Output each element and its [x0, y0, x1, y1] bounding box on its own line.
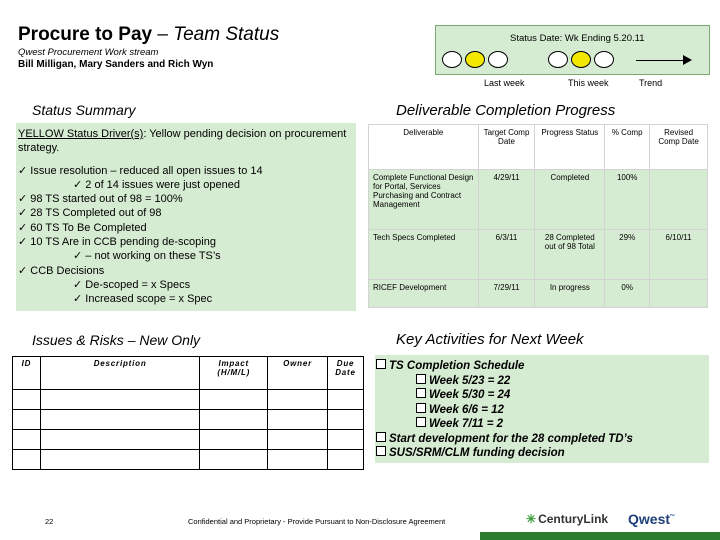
table-cell: 6/3/11	[478, 230, 535, 280]
col-header: ID	[13, 357, 41, 390]
table-cell: Tech Specs Completed	[369, 230, 479, 280]
summary-line: ✓ 98 TS started out of 98 = 100%	[18, 193, 183, 206]
deliverables-table	[368, 124, 708, 308]
centurylink-logo: ✳ CenturyLink	[526, 512, 609, 526]
summary-line: ✓ Issue resolution – reduced all open issues to 14	[18, 164, 263, 177]
green-light-icon	[488, 51, 508, 68]
summary-line: ✓ 2 of 14 issues were just opened	[73, 178, 240, 191]
table-cell: 28 Completed out of 98 Total	[535, 230, 605, 280]
col-header: Impact (H/M/L)	[200, 357, 268, 390]
table-cell: 100%	[605, 170, 650, 230]
footer-accent-bar	[480, 532, 720, 540]
yellow-light-icon	[465, 51, 485, 68]
workstream-label: Qwest Procurement Work stream	[18, 47, 159, 58]
last-week-label: Last week	[484, 78, 525, 88]
col-header: % Comp	[605, 125, 650, 170]
trend-arrow-icon	[636, 60, 686, 61]
swoosh-icon: ˜	[670, 511, 675, 527]
issues-table	[12, 356, 364, 470]
status-driver	[18, 127, 354, 156]
table-cell: 29%	[605, 230, 650, 280]
table-cell: In progress	[535, 280, 605, 308]
list-item: Week 5/23 = 22	[376, 374, 710, 389]
summary-line: ✓ Increased scope = x Spec	[73, 293, 213, 306]
status-summary-text	[18, 127, 354, 307]
activities-heading: Key Activities for Next Week	[396, 331, 584, 348]
summary-line: ✓ – not working on these TS’s	[73, 250, 221, 263]
table-cell	[650, 170, 708, 230]
checkbox-icon	[416, 388, 426, 398]
checkbox-icon	[376, 359, 386, 369]
col-header: Owner	[268, 357, 328, 390]
checkbox-icon	[416, 374, 426, 384]
list-item: Week 7/11 = 2	[376, 417, 710, 432]
deliverables-header-row	[369, 125, 708, 170]
list-item: TS Completion Schedule	[376, 359, 710, 374]
summary-line: ✓ De-scoped = x Specs	[73, 278, 191, 291]
table-cell: Complete Functional Design for Portal, Services Purchasing and Contract Management	[369, 170, 479, 230]
last-week-traffic-light	[442, 51, 528, 69]
title-bold: Procure to Pay	[18, 24, 153, 45]
this-week-label: This week	[568, 78, 609, 88]
col-header: Progress Status	[535, 125, 605, 170]
issues-header-row	[13, 357, 364, 390]
list-item: Start development for the 28 completed TD’s	[376, 432, 710, 447]
page-title	[18, 24, 279, 46]
col-header: Description	[40, 357, 199, 390]
summary-line: ✓ 10 TS Are in CCB pending de-scoping	[18, 236, 216, 249]
red-light-icon	[442, 51, 462, 68]
page-number: 22	[45, 517, 54, 526]
table-row	[369, 280, 708, 308]
title-subtitle: – Team Status	[152, 24, 280, 45]
table-cell: Completed	[535, 170, 605, 230]
yellow-light-icon	[571, 51, 591, 68]
list-item: Week 6/6 = 12	[376, 403, 710, 418]
trend-arrow-head-icon	[683, 55, 692, 65]
confidential-notice: Confidential and Proprietary - Provide Pursuant to Non-Disclosure Agreement	[188, 517, 446, 526]
list-item: SUS/SRM/CLM funding decision	[376, 446, 710, 461]
checkbox-icon	[416, 417, 426, 427]
col-header: Due Date	[328, 357, 364, 390]
summary-line: ✓ 28 TS Completed out of 98	[18, 207, 162, 220]
table-row	[13, 430, 364, 450]
table-cell: 4/29/11	[478, 170, 535, 230]
red-light-icon	[548, 51, 568, 68]
status-date: Status Date: Wk Ending 5.20.11	[510, 33, 645, 44]
checkbox-icon	[376, 446, 386, 456]
table-cell: RICEF Development	[369, 280, 479, 308]
this-week-traffic-light	[548, 51, 634, 69]
issues-heading: Issues & Risks – New Only	[32, 332, 201, 348]
list-item: Week 5/30 = 24	[376, 388, 710, 403]
table-row	[369, 230, 708, 280]
qwest-logo: Qwest˜	[628, 511, 675, 527]
centurylink-mark-icon: ✳	[526, 512, 537, 526]
activities-list	[376, 359, 710, 461]
status-summary-heading: Status Summary	[32, 102, 136, 118]
table-cell: 6/10/11	[650, 230, 708, 280]
summary-line: ✓ CCB Decisions	[18, 264, 105, 277]
table-cell: 0%	[605, 280, 650, 308]
col-header: Deliverable	[369, 125, 479, 170]
table-cell: 7/29/11	[478, 280, 535, 308]
checkbox-icon	[376, 432, 386, 442]
table-row	[369, 170, 708, 230]
table-row	[13, 450, 364, 470]
status-driver-label: YELLOW Status Driver(s)	[18, 128, 144, 140]
status-driver-text: : Yellow pending decision on procurement strategy.	[18, 128, 347, 155]
summary-line: ✓ 60 TS To Be Completed	[18, 221, 147, 234]
table-row	[13, 390, 364, 410]
col-header: Target Comp Date	[478, 125, 535, 170]
deliverables-heading: Deliverable Completion Progress	[396, 102, 616, 119]
team-members: Bill Milligan, Mary Sanders and Rich Wyn	[18, 59, 214, 70]
green-light-icon	[594, 51, 614, 68]
checkbox-icon	[416, 403, 426, 413]
table-row	[13, 410, 364, 430]
col-header: Revised Comp Date	[650, 125, 708, 170]
table-cell	[650, 280, 708, 308]
trend-label: Trend	[639, 78, 663, 88]
